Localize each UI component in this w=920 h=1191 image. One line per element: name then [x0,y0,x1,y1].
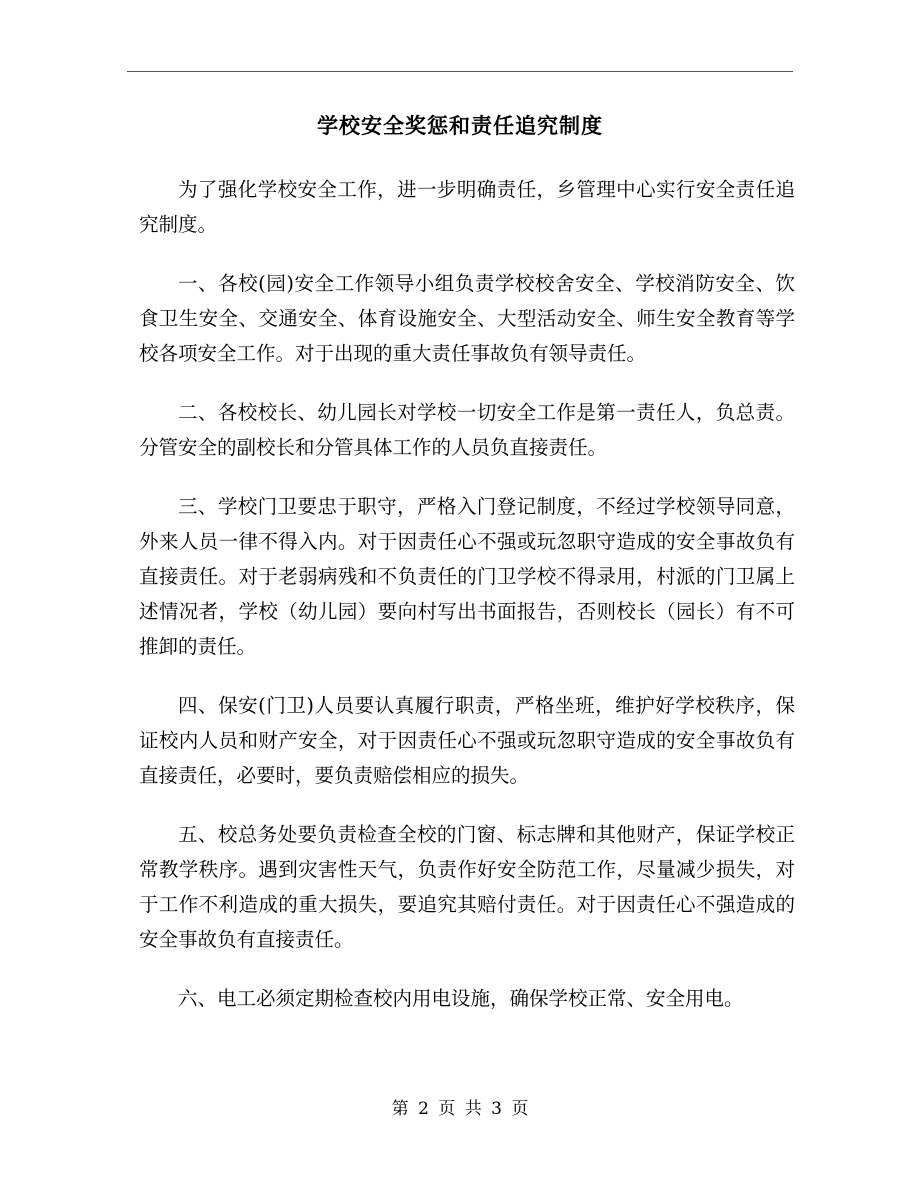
paragraph-clause-5: 五、校总务处要负责检查全校的门窗、标志牌和其他财产，保证学校正常教学秩序。遇到灾害性天气，负责作好安全防范工作，尽量减少损失，对于工作不利造成的重大损失，要追究其赔付责任。对于因责任心不强造成的安全事故负有直接责任。 [139,823,795,951]
paragraph-clause-2: 二、各校校长、幼儿园长对学校一切安全工作是第一责任人，负总责。分管安全的副校长和分管具体工作的人员负直接责任。 [139,401,795,459]
header-rule [127,71,793,72]
paragraph-clause-1: 一、各校(园)安全工作领导小组负责学校校舍安全、学校消防安全、饮食卫生安全、交通安全、体育设施安全、大型活动安全、师生安全教育等学校各项安全工作。对于出现的重大责任事故负有领导责任。 [139,272,795,365]
document-title: 学校安全奖惩和责任追究制度 [317,113,603,138]
paragraph-intro: 为了强化学校安全工作，进一步明确责任，乡管理中心实行安全责任追究制度。 [139,178,795,236]
paragraph-clause-6: 六、电工必须定期检查校内用电设施，确保学校正常、安全用电。 [178,987,744,1010]
document-body [139,172,795,1040]
page-number: 第 2 页 共 3 页 [391,1099,529,1119]
paragraph-clause-4: 四、保安(门卫)人员要认真履行职责，严格坐班，维护好学校秩序，保证校内人员和财产安全，对于因责任心不强或玩忽职守造成的安全事故负有直接责任，必要时，要负责赔偿相应的损失。 [139,694,795,787]
paragraph-clause-3: 三、学校门卫要忠于职守，严格入门登记制度，不经过学校领导同意，外来人员一律不得入内。对于因责任心不强或玩忽职守造成的安全事故负有直接责任。对于老弱病残和不负责任的门卫学校不得录用，村派的门卫属上述情况者，学校（幼儿园）要向村写出书面报告，否则校长（园长）有不可推卸的责任。 [139,495,795,658]
